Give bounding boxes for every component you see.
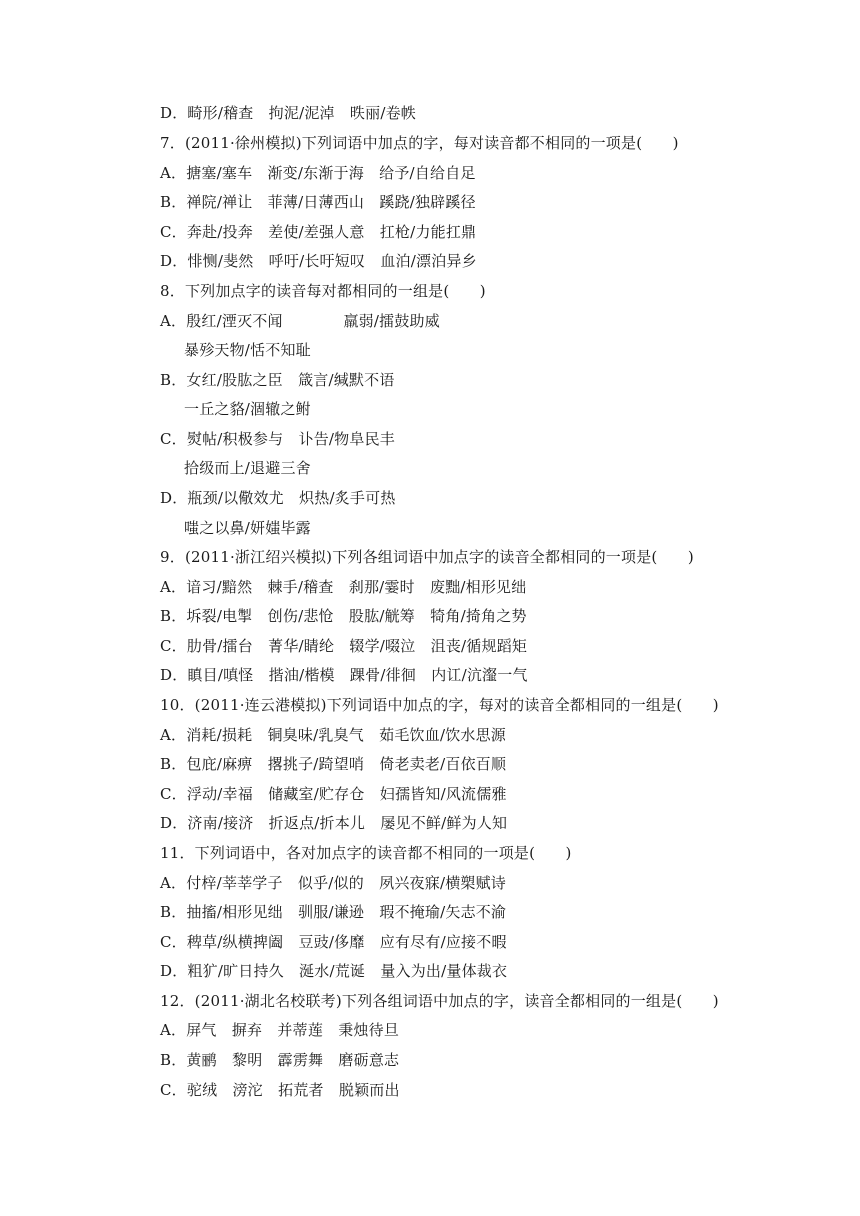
q12-option-b: B．黄鹂 黎明 霹雳舞 磨砺意志 xyxy=(160,1051,400,1069)
question-11-stem: 11．下列词语中，各对加点字的读音都不相同的一项是( ) xyxy=(160,844,572,862)
q8-option-c-continued: 拾级而上/退避三舍 xyxy=(184,459,311,477)
q11-option-d: D．粗犷/旷日持久 涎水/荒诞 量入为出/量体裁衣 xyxy=(160,962,508,980)
q10-option-b: B．包庇/麻痹 撂挑子/踦望哨 倚老卖老/百依百顺 xyxy=(160,755,507,773)
q8-option-a: A．殷红/湮灭不闻 羸弱/擂鼓助威 xyxy=(160,312,440,330)
option-d-q6: D．畸形/稽查 拘泥/泥淖 昳丽/卷帙 xyxy=(160,104,416,122)
q11-option-a: A．付梓/莘莘学子 似乎/似的 夙兴夜寐/横槊赋诗 xyxy=(160,874,506,892)
question-9-stem: 9．(2011·浙江绍兴模拟)下列各组词语中加点字的读音全都相同的一项是( ) xyxy=(160,548,694,566)
q10-option-d: D．济南/接济 折返点/折本儿 屡见不鲜/鲜为人知 xyxy=(160,814,508,832)
q11-option-b: B．抽搐/相形见绌 驯服/谦逊 瑕不掩瑜/矢志不渝 xyxy=(160,903,507,921)
q7-option-b: B．禅院/禅让 菲薄/日薄西山 蹊跷/独辟蹊径 xyxy=(160,193,476,211)
q9-option-c: C．肋骨/擂台 菁华/睛纶 辍学/啜泣 沮丧/循规蹈矩 xyxy=(160,637,528,655)
q7-option-d: D．悱恻/斐然 呼吁/长吁短叹 血泊/漂泊异乡 xyxy=(160,252,477,270)
q11-option-c: C．稗草/纵横捭阖 豆豉/侈靡 应有尽有/应接不暇 xyxy=(160,933,507,951)
q10-option-c: C．浮动/幸福 储藏室/贮存仓 妇孺皆知/风流儒雅 xyxy=(160,785,507,803)
question-10-stem: 10．(2011·连云港模拟)下列词语中加点的字，每对的读音全都相同的一组是( ) xyxy=(160,696,719,714)
q8-option-d: D．瓶颈/以儆效尤 炽热/炙手可热 xyxy=(160,489,396,507)
q8-option-b: B．女红/股肱之臣 箴言/缄默不语 xyxy=(160,371,395,389)
q12-option-a: A．屏气 摒弃 并蒂莲 秉烛待旦 xyxy=(160,1021,400,1039)
q9-option-b: B．坼裂/电掣 创伤/悲怆 股肱/觥筹 犄角/掎角之势 xyxy=(160,607,527,625)
q9-option-d: D．瞋目/嗔怪 揩油/楷模 踝骨/徘徊 内讧/沆瀣一气 xyxy=(160,666,528,684)
q8-option-c: C．熨帖/积极参与 讣告/物阜民丰 xyxy=(160,430,395,448)
q8-option-b-continued: 一丘之貉/涸辙之鲋 xyxy=(184,400,311,418)
question-12-stem: 12．(2011·湖北名校联考)下列各组词语中加点的字，读音全都相同的一组是( ) xyxy=(160,992,719,1010)
question-8-stem: 8．下列加点字的读音每对都相同的一组是( ) xyxy=(160,282,486,300)
q8-option-a-continued: 暴殄天物/恬不知耻 xyxy=(184,341,311,359)
q7-option-c: C．奔赴/投奔 差使/差强人意 扛枪/力能扛鼎 xyxy=(160,223,477,241)
q8-option-d-continued: 嗤之以鼻/妍媸毕露 xyxy=(184,519,311,537)
q9-option-a: A．谙习/黯然 棘手/稽查 刹那/霎时 废黜/相形见绌 xyxy=(160,578,527,596)
q7-option-a: A．搪塞/塞车 渐变/东渐于海 给予/自给自足 xyxy=(160,164,476,182)
q12-option-c: C．驼绒 滂沱 拓荒者 脱颖而出 xyxy=(160,1081,400,1099)
q10-option-a: A．消耗/损耗 铜臭味/乳臭气 茹毛饮血/饮水思源 xyxy=(160,726,506,744)
question-7-stem: 7．(2011·徐州模拟)下列词语中加点的字，每对读音都不相同的一项是( ) xyxy=(160,134,679,152)
